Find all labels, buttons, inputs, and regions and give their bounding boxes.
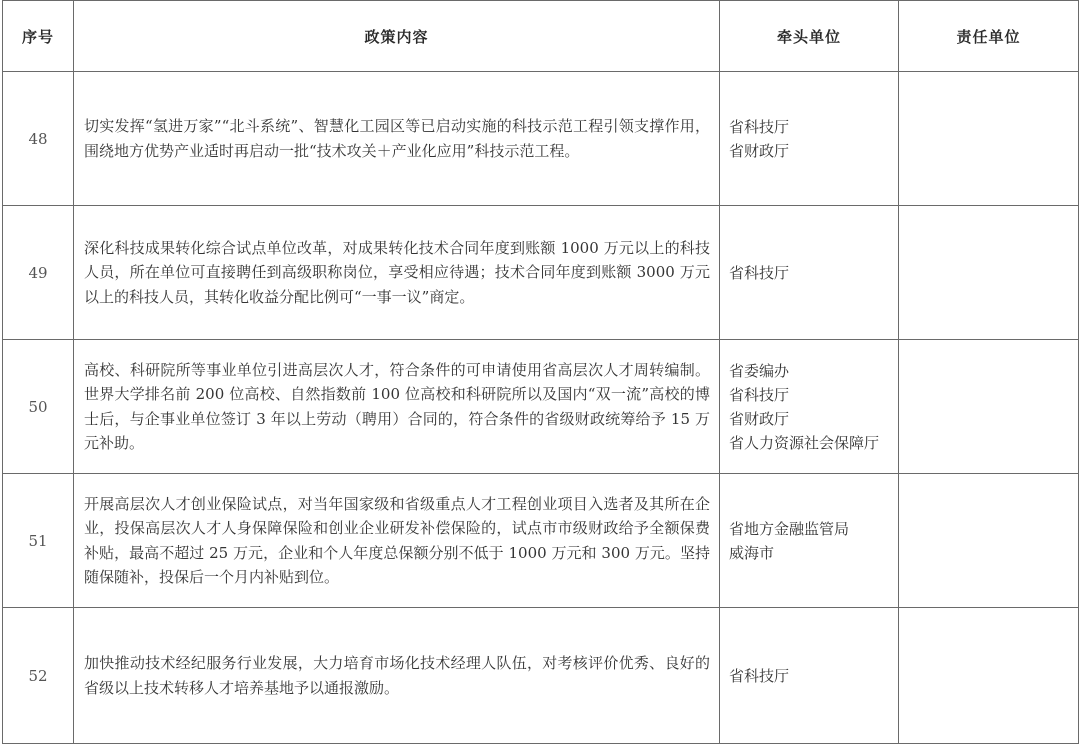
lead-unit: 省科技厅: [729, 263, 790, 282]
lead-unit: 省科技厅: [729, 385, 790, 404]
lead-unit: 省委编办: [729, 361, 790, 380]
header-lead: 牵头单位: [720, 1, 899, 72]
lead-cell: [720, 72, 899, 206]
lead-unit: 省财政厅: [729, 141, 790, 160]
responsible-cell: [899, 340, 1079, 474]
seq-cell: 52: [3, 608, 74, 744]
header-row: [3, 1, 1079, 72]
policy-table: [2, 0, 1079, 744]
table-row: [3, 340, 1079, 474]
responsible-cell: [899, 72, 1079, 206]
content-cell: 加快推动技术经纪服务行业发展，大力培育市场化技术经理人队伍，对考核评价优秀、良好的省级以上技术转移人才培养基地予以通报激励。: [74, 608, 720, 744]
lead-unit: 省科技厅: [729, 117, 790, 136]
seq-cell: 51: [3, 474, 74, 608]
table-row: [3, 72, 1079, 206]
lead-unit: 省人力资源社会保障厅: [729, 433, 880, 452]
content-cell: 切实发挥“氢进万家”“北斗系统”、智慧化工园区等已启动实施的科技示范工程引领支撑作用，围绕地方优势产业适时再启动一批“技术攻关＋产业化应用”科技示范工程。: [74, 72, 720, 206]
seq-cell: 49: [3, 206, 74, 340]
responsible-cell: [899, 206, 1079, 340]
lead-cell: [720, 340, 899, 474]
table-row: [3, 474, 1079, 608]
lead-cell: [720, 206, 899, 340]
seq-cell: 50: [3, 340, 74, 474]
header-responsible: 责任单位: [899, 1, 1079, 72]
content-cell: 开展高层次人才创业保险试点，对当年国家级和省级重点人才工程创业项目入选者及其所在企业，投保高层次人才人身保障保险和创业企业研发补偿保险的，试点市市级财政给予全额保费补贴，最高不超过 25 万元，企业和个人年度总保额分别不低于 1000 万元和 300 万元。坚持随保随补，投保后一个月内补贴到位。: [74, 474, 720, 608]
table-row: [3, 608, 1079, 744]
header-content: 政策内容: [74, 1, 720, 72]
content-cell: 高校、科研院所等事业单位引进高层次人才，符合条件的可申请使用省高层次人才周转编制。世界大学排名前 200 位高校、自然指数前 100 位高校和科研院所以及国内“双一流”高校的博士后，与企事业单位签订 3 年以上劳动（聘用）合同的，符合条件的省级财政统筹给予 15 万元补助。: [74, 340, 720, 474]
lead-cell: [720, 474, 899, 608]
lead-unit: 省科技厅: [729, 666, 790, 685]
content-cell: 深化科技成果转化综合试点单位改革，对成果转化技术合同年度到账额 1000 万元以上的科技人员，所在单位可直接聘任到高级职称岗位，享受相应待遇；技术合同年度到账额 3000 万元以上的科技人员，其转化收益分配比例可“一事一议”商定。: [74, 206, 720, 340]
responsible-cell: [899, 474, 1079, 608]
lead-cell: [720, 608, 899, 744]
lead-unit: 省地方金融监管局: [729, 519, 850, 538]
responsible-cell: [899, 608, 1079, 744]
table-row: [3, 206, 1079, 340]
lead-unit: 威海市: [729, 543, 775, 562]
seq-cell: 48: [3, 72, 74, 206]
header-seq: 序号: [3, 1, 74, 72]
lead-unit: 省财政厅: [729, 409, 790, 428]
